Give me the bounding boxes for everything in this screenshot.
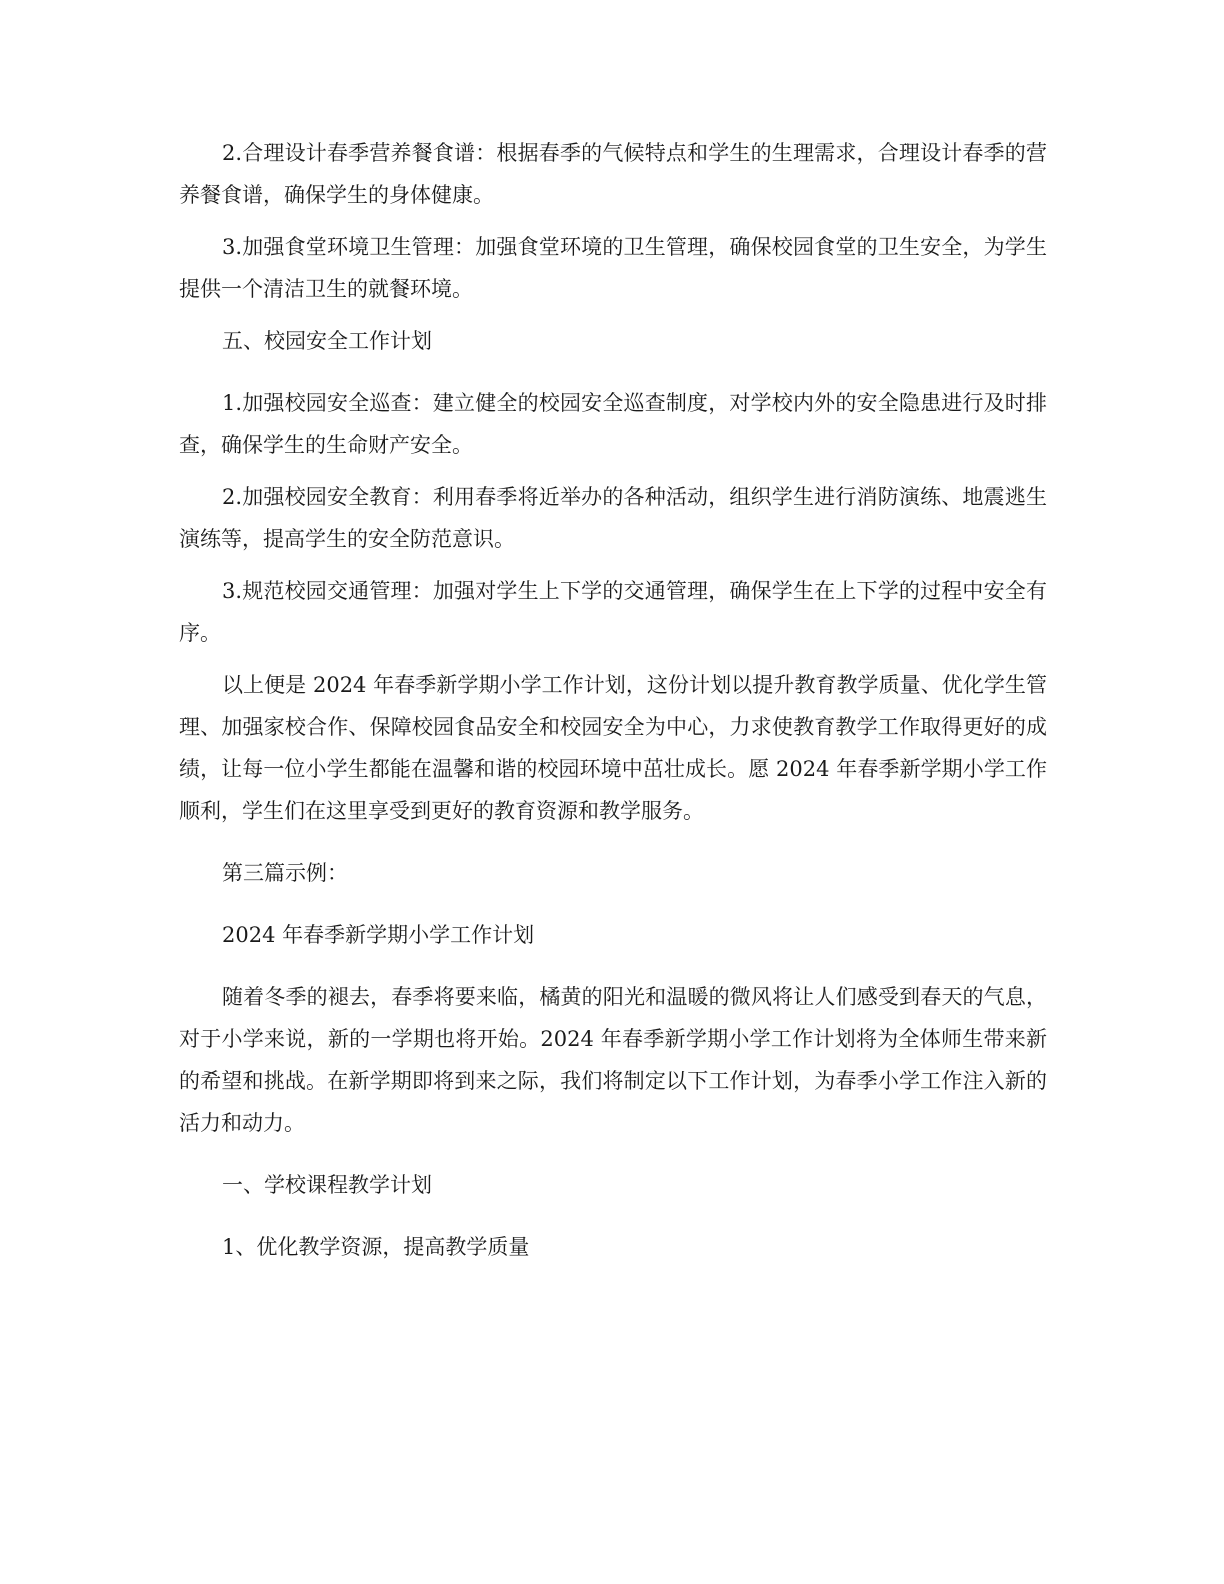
document-title: 2024 年春季新学期小学工作计划 xyxy=(222,923,535,947)
paragraph-conclusion: 以上便是 2024 年春季新学期小学工作计划，这份计划以提升教育教学质量、优化学生管理、加强家校合作、保障校园食品安全和校园安全为中心，力求使教育教学工作取得更好的成绩，让每一位小学生都能在温馨和谐的校园环境中茁壮成长。愿 2024 年春季新学期小学工作顺利，学生们在这里享受到更好的教育资源和教学服务。 xyxy=(179,673,1047,823)
example-heading: 第三篇示例： xyxy=(222,861,348,885)
paragraph-introduction: 随着冬季的褪去，春季将要来临，橘黄的阳光和温暖的微风将让人们感受到春天的气息，对于小学来说，新的一学期也将开始。2024 年春季新学期小学工作计划将为全体师生带来新的希望和挑战。在新学期即将到来之际，我们将制定以下工作计划，为春季小学工作注入新的活力和动力。 xyxy=(179,985,1047,1135)
subheading-teaching-resources: 1、优化教学资源，提高教学质量 xyxy=(222,1235,530,1259)
section-heading-curriculum: 一、学校课程教学计划 xyxy=(222,1173,432,1197)
document-page xyxy=(179,132,1047,1268)
paragraph-canteen-hygiene: 3.加强食堂环境卫生管理：加强食堂环境的卫生管理，确保校园食堂的卫生安全，为学生提供一个清洁卫生的就餐环境。 xyxy=(179,235,1047,301)
paragraph-traffic-management: 3.规范校园交通管理：加强对学生上下学的交通管理，确保学生在上下学的过程中安全有序。 xyxy=(179,579,1047,645)
paragraph-safety-education: 2.加强校园安全教育：利用春季将近举办的各种活动，组织学生进行消防演练、地震逃生演练等，提高学生的安全防范意识。 xyxy=(179,485,1047,551)
paragraph-safety-patrol: 1.加强校园安全巡查：建立健全的校园安全巡查制度，对学校内外的安全隐患进行及时排查，确保学生的生命财产安全。 xyxy=(179,391,1047,457)
section-heading-campus-safety: 五、校园安全工作计划 xyxy=(222,329,432,353)
paragraph-meal-plan: 2.合理设计春季营养餐食谱：根据春季的气候特点和学生的生理需求，合理设计春季的营养餐食谱，确保学生的身体健康。 xyxy=(179,141,1047,207)
